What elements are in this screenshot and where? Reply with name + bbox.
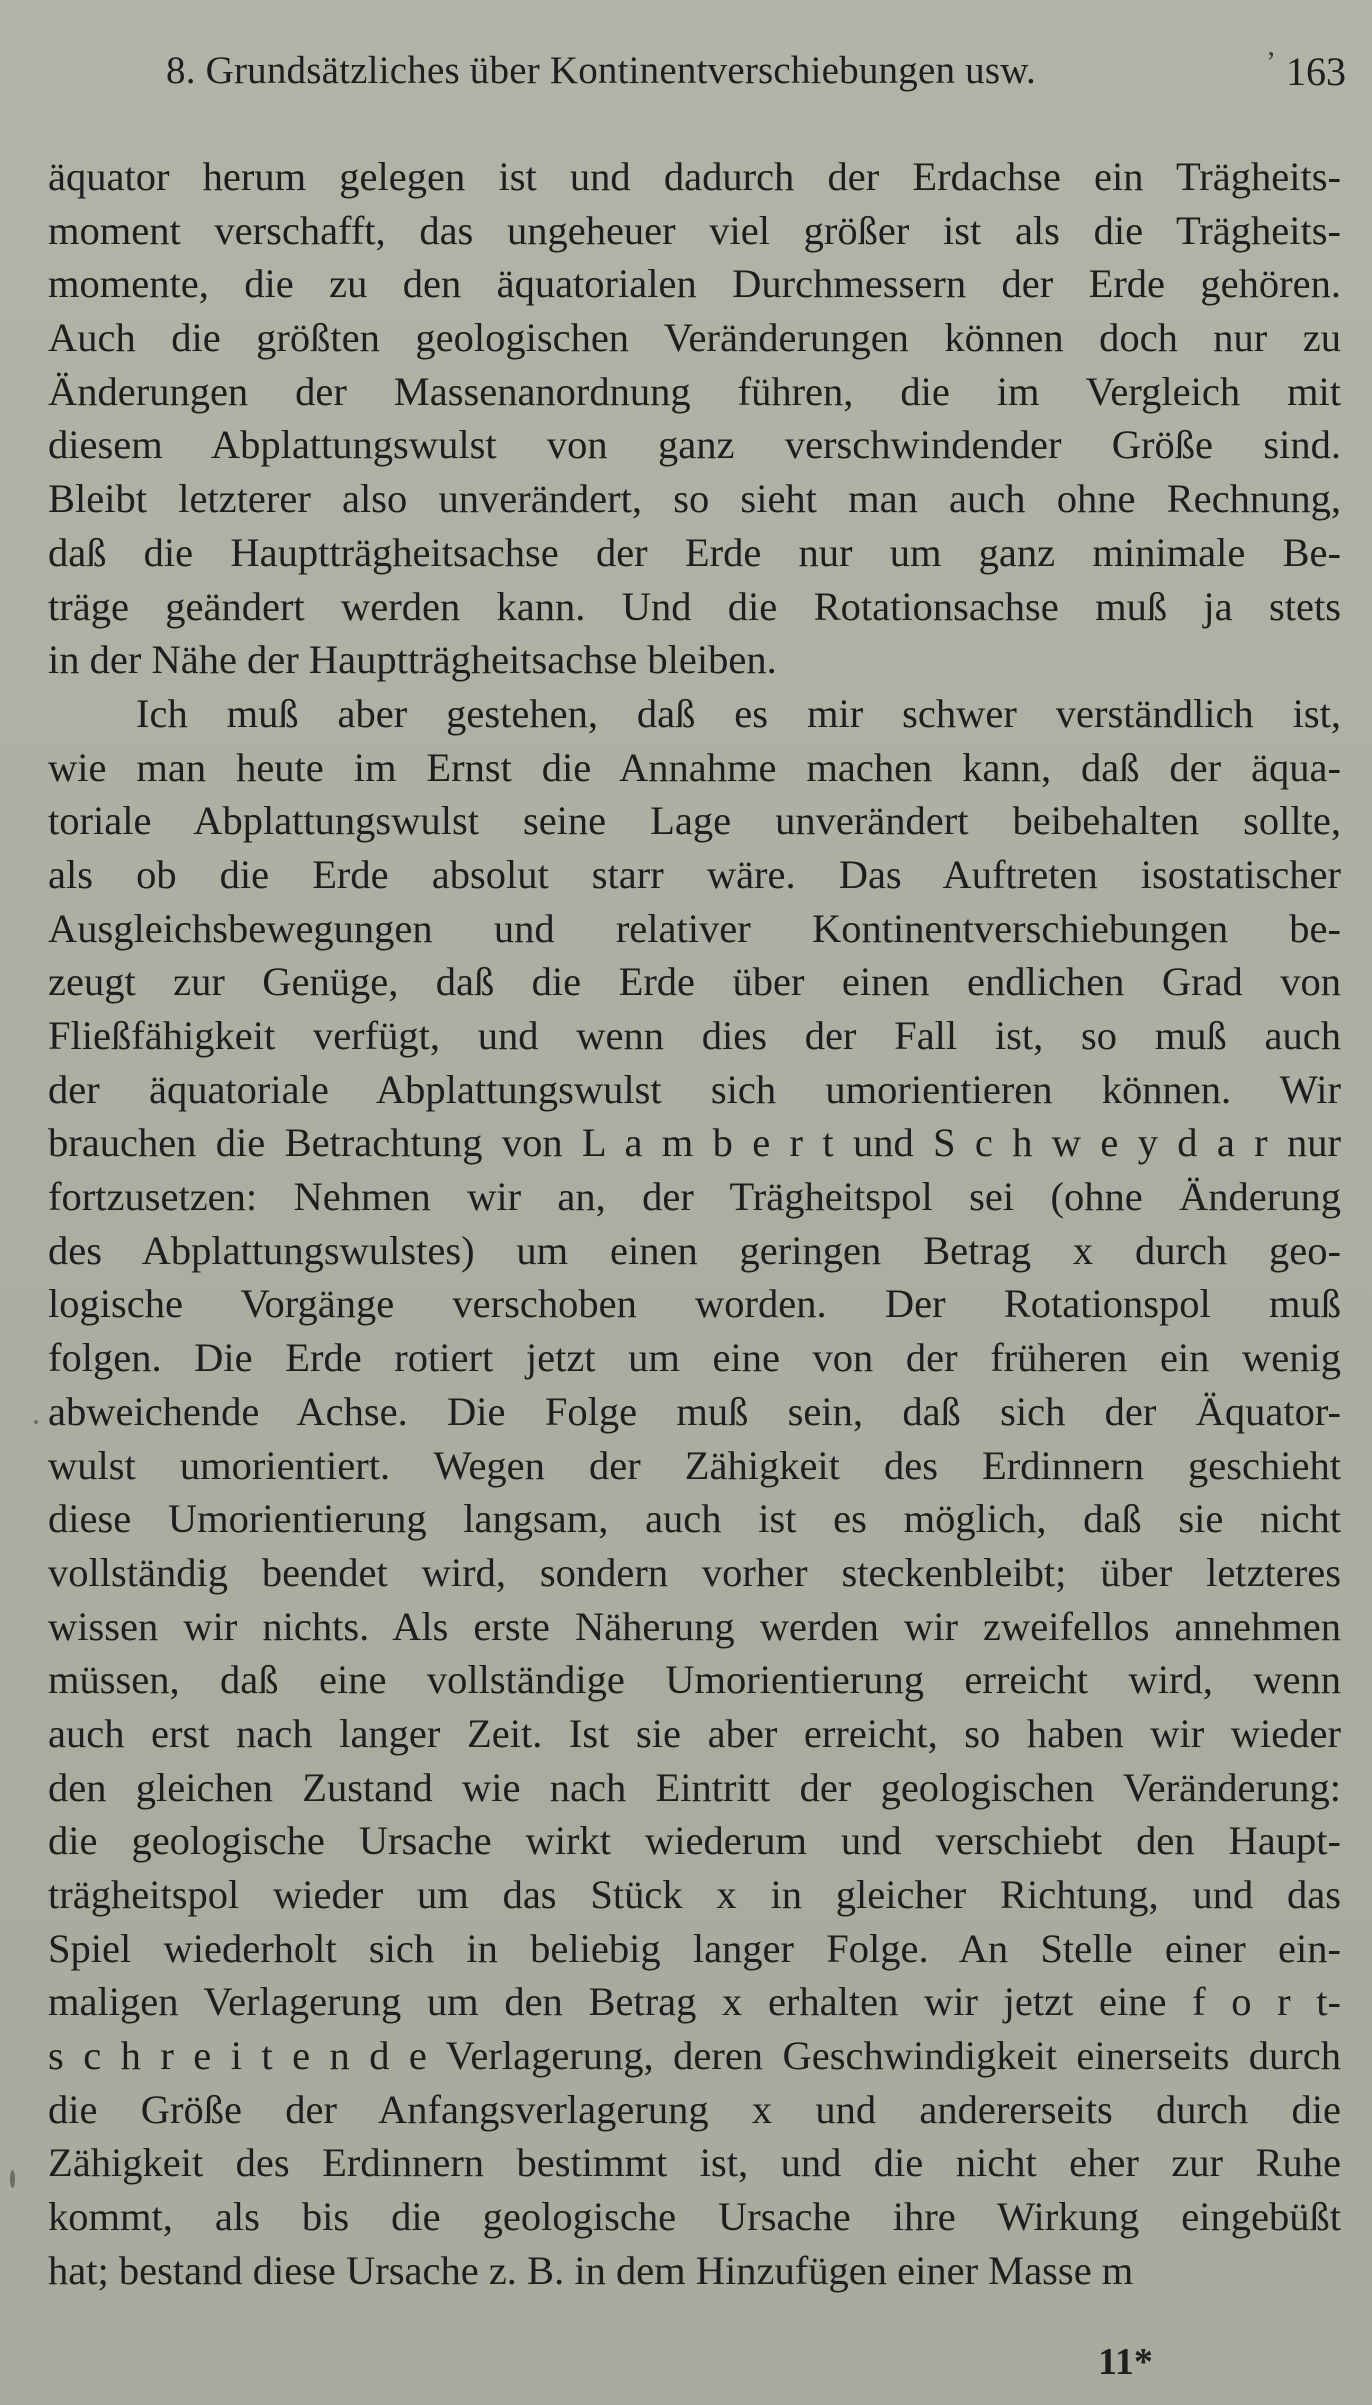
paragraph-1 <box>48 150 1341 687</box>
text-line: vollständig beendet wird, sondern vorher steckenbleibt; über letzteres <box>48 1549 1341 1595</box>
signature-mark: 11* <box>1098 2341 1153 2383</box>
text-line: Zähigkeit des Erdinnern bestimmt ist, und die nicht eher zur Ruhe <box>48 2140 1341 2186</box>
text-line: momente, die zu den äquatorialen Durchmessern der Erde gehören. <box>48 261 1341 307</box>
text-line: maligen Verlagerung um den Betrag x erhalten wir jetzt eine f o r t- <box>48 1979 1341 2025</box>
text-line: auch erst nach langer Zeit. Ist sie aber erreicht, so haben wir wieder <box>48 1710 1341 1756</box>
text-line: hat; bestand diese Ursache z. B. in dem Hinzufügen einer Masse m <box>48 2247 1134 2293</box>
text-line: diese Umorientierung langsam, auch ist es möglich, daß sie nicht <box>48 1496 1341 1542</box>
text-line: träge geändert werden kann. Und die Rotationsachse muß ja stets <box>48 583 1341 629</box>
text-line: Spiel wiederholt sich in beliebig langer Folge. An Stelle einer ein- <box>48 1925 1341 1971</box>
ink-speck <box>34 1420 38 1424</box>
text-line: brauchen die Betrachtung von L a m b e r t und S c h w e y d a r nur <box>48 1120 1341 1166</box>
text-line: trägheitspol wieder um das Stück x in gleicher Richtung, und das <box>48 1872 1341 1917</box>
text-line: wie man heute im Ernst die Annahme machen kann, daß der äqua- <box>48 744 1341 790</box>
page-header <box>56 48 1346 108</box>
text-line: die geologische Ursache wirkt wiederum und verschiebt den Haupt- <box>48 1818 1341 1864</box>
text-line: folgen. Die Erde rotiert jetzt um eine von der früheren ein wenig <box>48 1335 1341 1381</box>
text-line: äquator herum gelegen ist und dadurch der Erdachse ein Trägheits- <box>48 154 1341 199</box>
text-line: Bleibt letzterer also unverändert, so sieht man auch ohne Rechnung, <box>48 476 1341 522</box>
text-line: der äquatoriale Abplattungswulst sich umorientieren können. Wir <box>48 1066 1341 1112</box>
text-line: Auch die größten geologischen Veränderungen können doch nur zu <box>48 315 1341 361</box>
text-line: wissen wir nichts. Als erste Näherung werden wir zweifellos annehmen <box>48 1603 1341 1649</box>
text-line: fortzusetzen: Nehmen wir an, der Trägheitspol sei (ohne Änderung <box>48 1174 1341 1220</box>
text-line: die Größe der Anfangsverlagerung x und andererseits durch die <box>48 2086 1341 2132</box>
text-line: Fließfähigkeit verfügt, und wenn dies der Fall ist, so muß auch <box>48 1013 1341 1058</box>
text-line: logische Vorgänge verschoben worden. Der Rotationspol muß <box>48 1281 1341 1327</box>
text-line: müssen, daß eine vollständige Umorientierung erreicht wird, wenn <box>48 1657 1341 1703</box>
text-line: wulst umorientiert. Wegen der Zähigkeit des Erdinnern geschieht <box>48 1442 1341 1488</box>
text-line: kommt, als bis die geologische Ursache ihre Wirkung eingebüßt <box>48 2194 1341 2240</box>
text-line: zeugt zur Genüge, daß die Erde über einen endlichen Grad von <box>48 959 1341 1005</box>
text-line: als ob die Erde absolut starr wäre. Das Auftreten isostatischer <box>48 851 1341 897</box>
stray-mark: ʼ <box>1266 46 1276 79</box>
text-line: den gleichen Zustand wie nach Eintritt der geologischen Veränderung: <box>48 1764 1341 1810</box>
text-line: in der Nähe der Hauptträgheitsachse bleiben. <box>48 637 777 683</box>
text-line: Änderungen der Massenanordnung führen, die im Vergleich mit <box>48 368 1341 414</box>
text-line: moment verschafft, das ungeheuer viel größer ist als die Trägheits- <box>48 207 1341 253</box>
text-line: des Abplattungswulstes) um einen geringen Betrag x durch geo- <box>48 1227 1341 1273</box>
running-head: 8. Grundsätzliches über Kontinentverschiebungen usw. <box>166 49 1036 92</box>
text-line: diesem Abplattungswulst von ganz verschwindender Größe sind. <box>48 422 1341 468</box>
body-text <box>48 150 1341 2298</box>
paragraph-2 <box>48 687 1341 2298</box>
text-line: Ausgleichsbewegungen und relativer Kontinentverschiebungen be- <box>48 905 1341 951</box>
text-line: toriale Abplattungswulst seine Lage unverändert beibehalten sollte, <box>48 798 1341 844</box>
text-line: abweichende Achse. Die Folge muß sein, daß sich der Äquator- <box>48 1388 1341 1434</box>
text-line: daß die Hauptträgheitsachse der Erde nur um ganz minimale Be- <box>48 529 1341 575</box>
page-number: 163 <box>1286 49 1346 94</box>
ink-speck <box>10 2170 15 2188</box>
text-line: Ich muß aber gestehen, daß es mir schwer verständlich ist, <box>136 690 1341 736</box>
text-line: s c h r e i t e n d e Verlagerung, deren Geschwindigkeit einerseits durch <box>48 2033 1341 2079</box>
